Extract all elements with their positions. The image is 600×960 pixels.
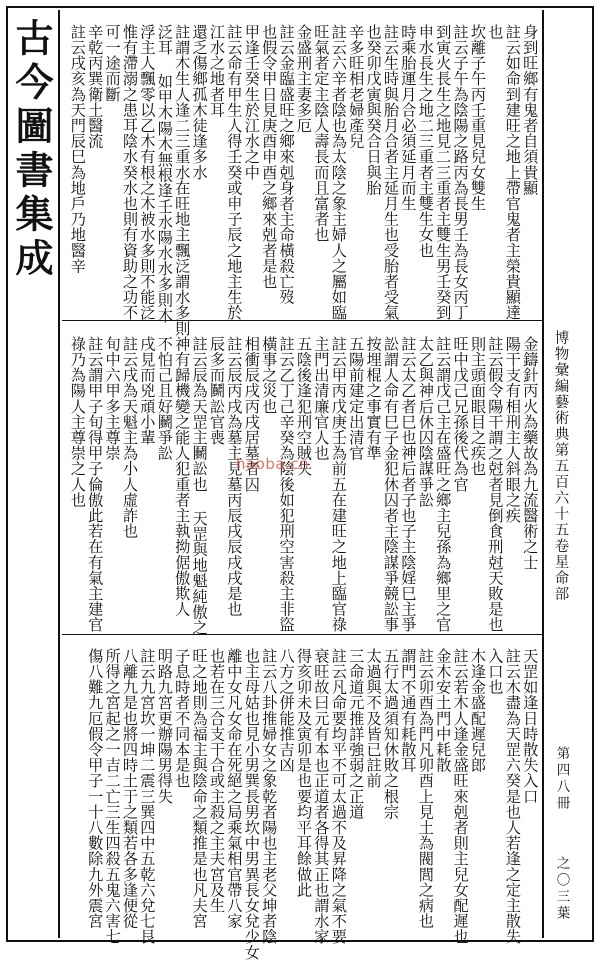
middle-block-column: 神有歸機變之能人犯重者主執拗倨傲欺人 [173, 336, 192, 617]
top-block-column: 也 [486, 24, 505, 40]
middle-block-column: 太乙與神后休囚陰謀爭訟 [416, 336, 435, 508]
middle-block-column: 註云假令陽干謂之尅者見倒食刑尅天敗是也 [486, 336, 505, 633]
bottom-block-column: 金木安土門中耗散 [434, 648, 453, 773]
middle-block-column: 不怕己且好鬭爭訟 [155, 336, 174, 461]
bottom-block-column: 註云九宮坎一坤二震三巽四中五乾六兌七艮 [138, 648, 157, 945]
bottom-block-column: 註云木盡為天罡六癸是也人若逢之定主散失 [503, 648, 522, 945]
middle-block-column: 五陰後逢犯刑空賊失 [295, 336, 313, 477]
top-block-column: 金盛刑主妻多厄 [295, 24, 313, 134]
bottom-block-column: 木逢金盛配遲兒郎 [469, 648, 487, 773]
middle-block-column: 陽干支有相刑主人斜眼之疾 [503, 336, 522, 524]
top-block-column: 浮主人飄零以乙木有根之木被水多則不能泛 [138, 24, 157, 321]
top-block-column: 也癸卯戊寅與癸合日與胎 [364, 24, 383, 196]
middle-block-column: 註云太乙者巳也神后者子也子主陰婬巳主爭 [399, 336, 418, 633]
middle-block-column: 橫事之災也 [260, 336, 279, 414]
top-block-column: 坎離子午丙壬重見兒女雙生 [469, 24, 487, 212]
bottom-block-column: 得亥卯未及寅卯是也要均平耳餘做此 [295, 648, 313, 898]
bottom-block-column: 八方之併能推吉凶 [277, 648, 296, 773]
bottom-block-column: 子息時者不同本是也 [173, 648, 192, 789]
bottom-block-column: 所得之宮起之一吉二亡三生四殺五鬼六害七 [103, 648, 122, 945]
top-block-column: 註云命有甲生人得壬癸或申子辰之地主生於 [225, 24, 244, 321]
middle-block-column: 相衝辰戌丙戌居墓者囚 [242, 336, 261, 492]
top-block-column: 身到旺鄉有鬼者自須貴顯 [521, 24, 540, 196]
page-number: 之〇三葉 [553, 856, 570, 922]
margin-strip-border [542, 10, 544, 938]
middle-block-column: 註云乙丁己辛癸為陰後如犯刑空害殺主非盜 [277, 336, 296, 633]
top-block-column: 辛乾丙巽衛土醫流 [86, 24, 105, 149]
middle-block-column: 主門出清廉官人也 [312, 336, 331, 461]
bottom-block-column: 註云凡命要均平不可太過不及昇降之氣不要 [329, 648, 348, 945]
middle-block-column: 註云謂戊己主在盛旺之鄉主兒孫為鄉里之官 [434, 336, 453, 633]
bottom-block-column: 入口也 [486, 648, 505, 695]
middle-block-column: 註云辰丙戌為墓主見墓丙辰戌辰戌戌是也 [225, 336, 244, 617]
bottom-block-column: 也若在三合支干合或主殺之主夫宮及生 [208, 648, 226, 914]
top-block-column: 註云如命到建旺之地上帶官鬼者主榮貴顯達 [503, 24, 522, 321]
top-block-column: 可一途而斷 [103, 24, 122, 102]
bottom-block-column: 太過與不及皆已註前 [364, 648, 383, 789]
block-separator-lower [62, 634, 542, 635]
top-block-column: 旺氣者定主陰人壽長而且富者也 [312, 24, 331, 243]
bottom-block-column: 旺之地則為福主與陰命之類推是也凡夫宮 [190, 648, 209, 929]
section-title: 博物彙編藝術典第五百六十五卷星命部 [552, 330, 569, 602]
bottom-block-column: 天罡如逢日時散失入口 [521, 648, 540, 804]
watermark: haoba.cn [236, 455, 310, 473]
top-block-column: 惟有滯溺之患耳陰水癸水也則有資助之功不 [121, 24, 139, 321]
middle-block-column: 註云辰為天罡主鬭訟也 天罡與地魁純傲之 [190, 336, 209, 636]
middle-block-column: 旺中戊己兄孫後代為官 [451, 336, 470, 492]
top-block-column: 註云金臨盛旺之鄉來剋身者主命橫殺亡歿 [277, 24, 296, 305]
volume-number: 第四八冊 [553, 746, 570, 812]
middle-block-column: 五陽前建定出清官 [347, 336, 366, 461]
middle-block-column: 訟謂人命有巳子金犯休囚者主陰謀爭競訟事 [382, 336, 400, 633]
middle-block-column: 註云謂甲子旬得甲子倫傲此若在有氣主建官 [86, 336, 105, 633]
top-block-column: 註云生時與胎月合者主延月生也受胎者受氣 [382, 24, 400, 321]
bottom-block-column: 三命道元推詳強弱之正道 [347, 648, 366, 820]
top-block-column: 甲逢壬癸生於江水之中 [242, 24, 261, 180]
middle-block-column: 註云戌為天魁主為小人虛詐也 [121, 336, 139, 539]
bottom-block-column: 註云八卦推婦女之象乾者陽也主老父坤者陰 [260, 648, 279, 945]
middle-block-column: 戌見而兇頑小輩 [138, 336, 157, 446]
bottom-block-column: 八離九是也將四時土于之類若各多逢便從 [121, 648, 139, 929]
top-block-column: 也假令甲日見庚酉申酉之鄉來剋者是也 [260, 24, 279, 290]
top-block-column: 到寅火長生之地見二三重者主雙生男壬癸到 [434, 24, 453, 321]
top-block-column: 註謂木生人逢二三重水在旺地主飄泛謂水多則 [173, 24, 192, 336]
top-block-column: 註云子午為陰陽之路丙為長男壬為長女丙丁 [451, 24, 470, 321]
middle-block-column: 則主頭面眼目之疾也 [469, 336, 487, 477]
top-block-column: 時乘胎運月合必須延月而生 [399, 24, 418, 212]
book-title: 古今圖書集成 [9, 18, 54, 282]
middle-block-column: 旬中六甲多主尊崇 [103, 336, 122, 461]
top-block-column: 江水之地者耳 [208, 24, 226, 118]
top-block-column: 註云戌亥為天門辰巳為地戶乃地醫辛 [68, 24, 87, 274]
top-block-column: 泛耳 如甲木陽木無根逢壬水陽水水多則木 [155, 24, 174, 324]
title-strip-border [58, 10, 60, 938]
bottom-block-column: 離中女凡女命在死絕之局乘氣相官帶八家 [225, 648, 244, 929]
bottom-block-column: 明路九宮更辦陽男得失 [155, 648, 174, 804]
middle-block-column: 祿乃為陽人主尊崇之人也 [68, 336, 87, 508]
middle-block-column: 金鑄針丙火為藥故為九流醫術之士 [521, 336, 540, 570]
bottom-block-column: 謂門不通有耗散耳 [399, 648, 418, 773]
middle-block-column: 按埋棍之事實有準 [364, 336, 383, 461]
top-block-column: 辛多旺相老婦產兒 [347, 24, 366, 149]
middle-block-column: 註云甲丙戊庚壬為前五在建旺之地上臨官祿 [329, 336, 348, 633]
left-frame-line [6, 6, 8, 942]
middle-block-column: 辰多而鬭訟官喪 [208, 336, 226, 446]
top-block-column: 註云六辛者陰也為太陰之象主婦人之屬如臨 [329, 24, 348, 321]
right-frame-line [592, 6, 594, 942]
bottom-block-column: 註云卯酉為門凡卯酉上見土為閥閭之病也 [416, 648, 435, 929]
bottom-block-column: 傷八難九厄假令甲子一十八數除九外震宮 [86, 648, 105, 929]
top-frame-line [6, 6, 594, 8]
bottom-block-column: 衰旺故曰元有本也正道者各得其正也謂水家 [312, 648, 331, 945]
bottom-block-column: 也主母姑也見小男巽長男坎中男異長女兌少女 [242, 648, 261, 960]
bottom-block-column: 五行太過須知休敗之根宗 [382, 648, 400, 820]
top-block-column: 還乏傷鄉孤木徒逢多水 [190, 24, 209, 180]
top-block-column: 申水長生之地二三重者主雙生女也 [416, 24, 435, 258]
bottom-block-column: 註云若木人逢金盛旺來剋者則主兒女配遲也 [451, 648, 470, 945]
